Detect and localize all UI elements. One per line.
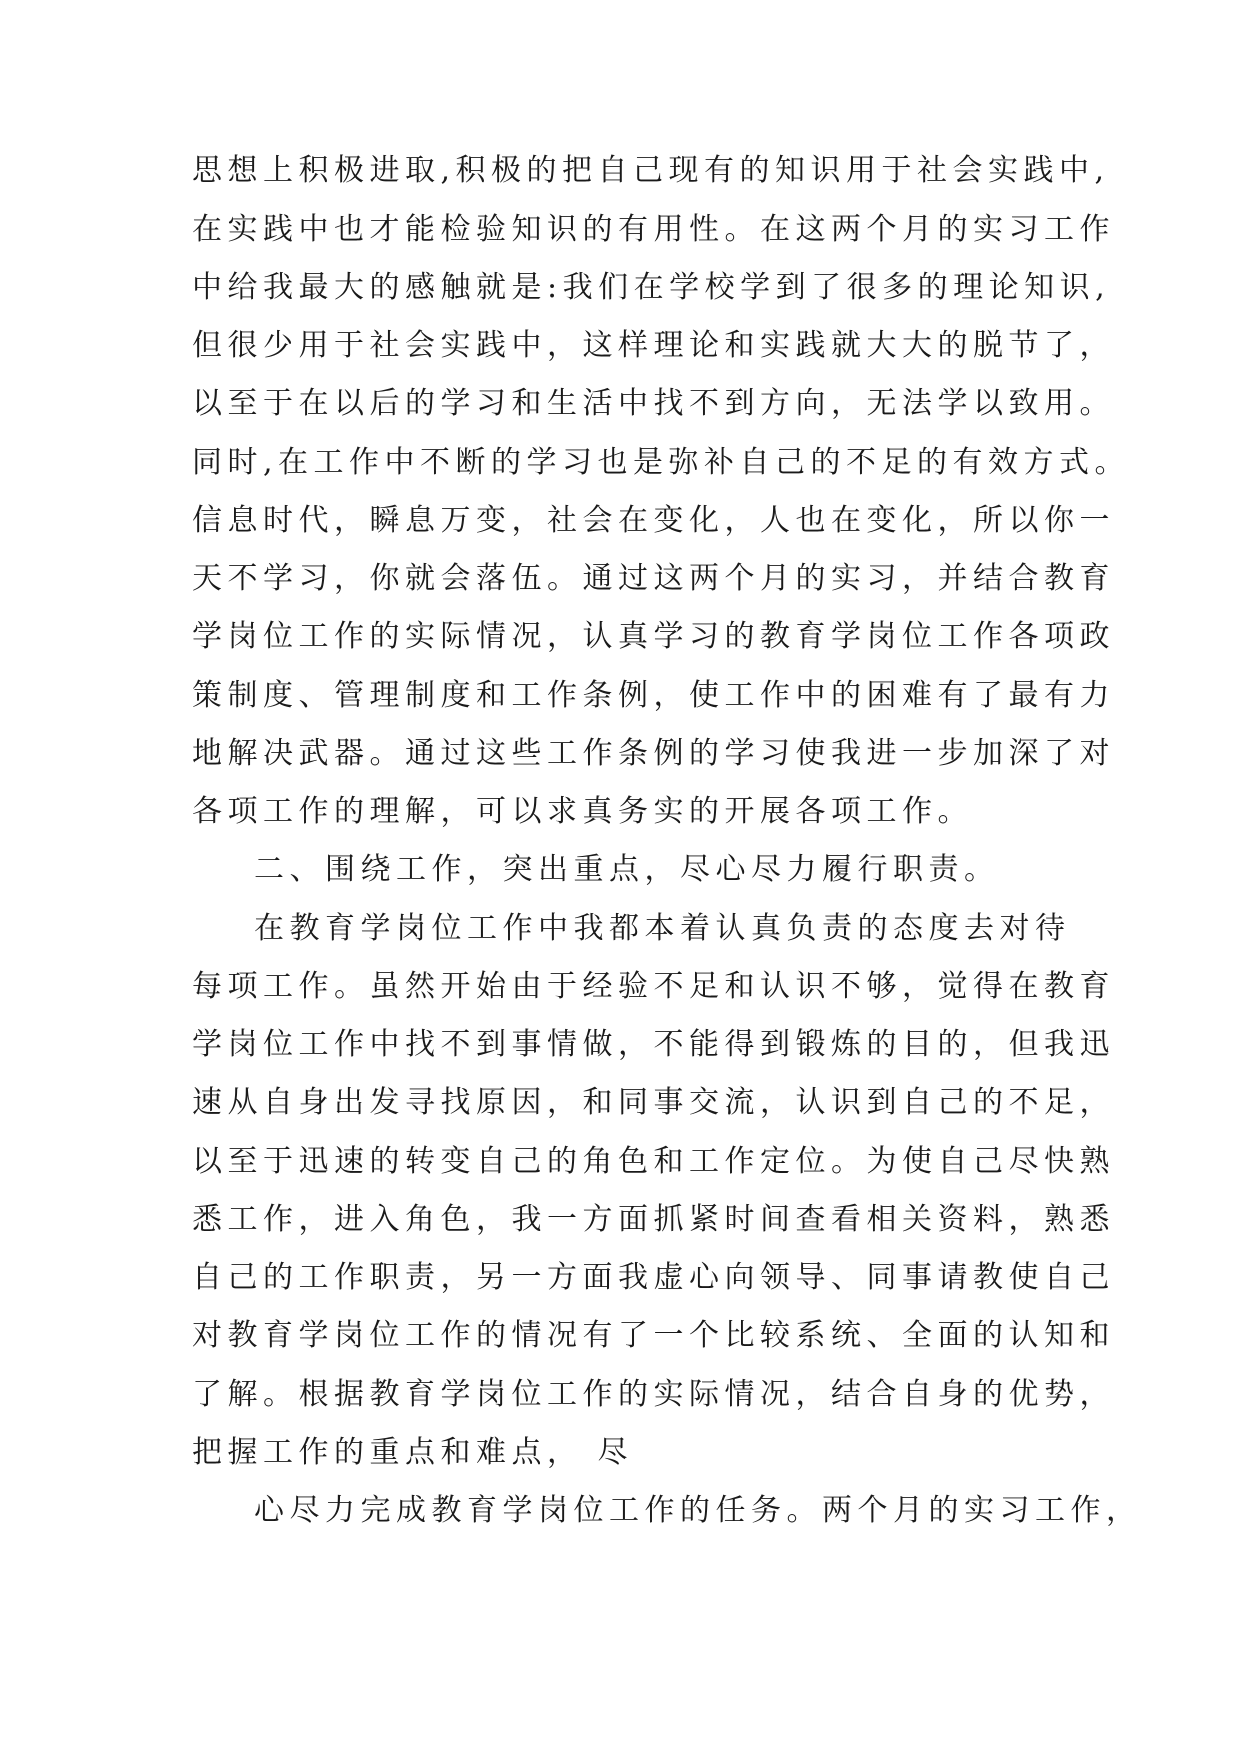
text-line: 学岗位工作中找不到事情做，不能得到锻炼的目的，但我迅 (192, 1027, 1115, 1062)
text-line: 速从自身出发寻找原因，和同事交流，认识到自己的不足， (192, 1085, 1115, 1120)
text-line: 悉工作，进入角色，我一方面抓紧时间查看相关资料，熟悉 (192, 1202, 1115, 1237)
text-line: 心尽力完成教育学岗位工作的任务。两个月的实习工作， (254, 1493, 1142, 1528)
text-line: 自己的工作职责，另一方面我虚心向领导、同事请教使自己 (192, 1260, 1115, 1295)
text-line: 地解决武器。通过这些工作条例的学习使我进一步加深了对 (192, 736, 1115, 771)
text-line: 各项工作的理解，可以求真务实的开展各项工作。 (192, 794, 973, 829)
text-line: 同时,在工作中不断的学习也是弥补自己的不足的有效方式。 (192, 445, 1131, 480)
text-line: 以至于迅速的转变自己的角色和工作定位。为使自己尽快熟 (192, 1144, 1115, 1179)
text-line: 把握工作的重点和难点， 尽 (192, 1435, 634, 1470)
text-line: 了解。根据教育学岗位工作的实际情况，结合自身的优势， (192, 1377, 1115, 1412)
text-line: 每项工作。虽然开始由于经验不足和认识不够，觉得在教育 (192, 969, 1115, 1004)
section-heading: 二、围绕工作，突出重点，尽心尽力履行职责。 (254, 852, 1000, 887)
text-line: 但很少用于社会实践中，这样理论和实践就大大的脱节了， (192, 328, 1115, 363)
text-line: 对教育学岗位工作的情况有了一个比较系统、全面的认知和 (192, 1318, 1115, 1353)
text-line: 以至于在以后的学习和生活中找不到方向，无法学以致用。 (192, 386, 1115, 421)
text-line: 中给我最大的感触就是:我们在学校学到了很多的理论知识, (192, 270, 1111, 305)
text-line: 信息时代，瞬息万变，社会在变化，人也在变化，所以你一 (192, 503, 1115, 538)
text-line: 思想上积极进取,积极的把自己现有的知识用于社会实践中, (192, 153, 1110, 188)
text-line: 策制度、管理制度和工作条例，使工作中的困难有了最有力 (192, 678, 1115, 713)
text-line: 学岗位工作的实际情况，认真学习的教育学岗位工作各项政 (192, 619, 1115, 654)
text-line: 在实践中也才能检验知识的有用性。在这两个月的实习工作 (192, 212, 1115, 247)
text-line: 天不学习，你就会落伍。通过这两个月的实习，并结合教育 (192, 561, 1115, 596)
text-line: 在教育学岗位工作中我都本着认真负责的态度去对待 (254, 911, 1071, 946)
